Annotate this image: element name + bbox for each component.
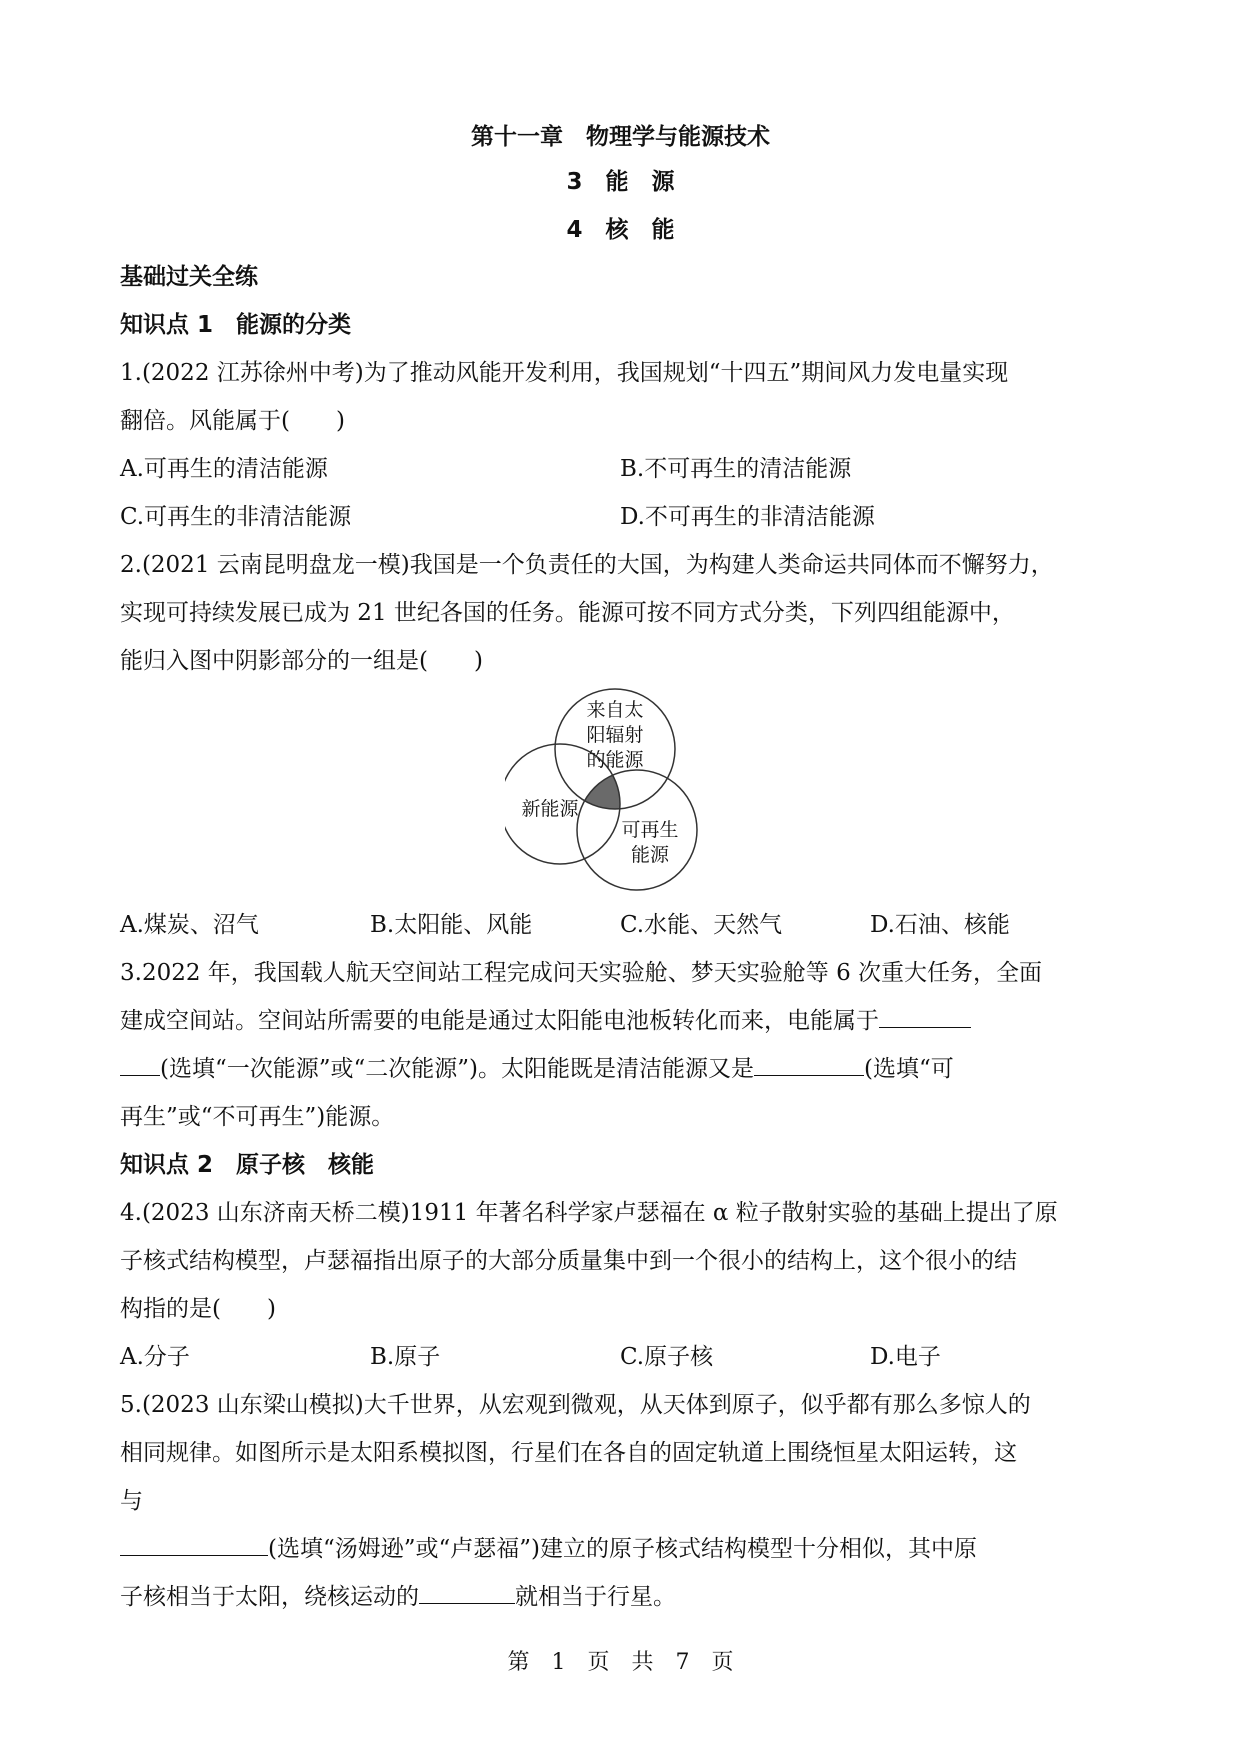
q3-line2: 建成空间站。空间站所需要的电能是通过太阳能电池板转化而来，电能属于 (120, 1008, 879, 1034)
q1-line2: 翻倍。风能属于( ) (120, 408, 345, 434)
q2-line3: 能归入图中阴影部分的一组是( ) (120, 648, 483, 674)
venn-label-top-2: 阳辐射 (586, 724, 644, 746)
q4-line1: 4.(2023 山东济南天桥二模)1911 年著名科学家卢瑟福在 α 粒子散射实验的基础上提出了原 (120, 1200, 1058, 1226)
q5-line4: (选填“汤姆逊”或“卢瑟福”)建立的原子核式结构模型十分相似，其中原 (268, 1536, 977, 1562)
q3-line2-row (120, 1004, 1130, 1038)
q2-option-a: A.煤炭、沼气 (120, 912, 259, 938)
q4-line3: 构指的是( ) (120, 1296, 276, 1322)
venn-label-top-3: 的能源 (586, 749, 644, 771)
q1-option-c: C.可再生的非清洁能源 (120, 504, 352, 530)
q5-line1: 5.(2023 山东梁山模拟)大千世界，从宏观到微观，从天体到原子，似乎都有那么多惊人的 (120, 1392, 1031, 1418)
venn-label-right-2: 能源 (630, 844, 670, 866)
q1-option-b: B.不可再生的清洁能源 (620, 456, 852, 482)
q4-option-a: A.分子 (120, 1344, 190, 1370)
q5-line4-row (120, 1532, 1130, 1566)
knowledge-point-1-heading: 知识点 1 能源的分类 (120, 312, 352, 338)
q5-line5b: 就相当于行星。 (515, 1584, 676, 1610)
section-3-title: 3 能 源 (566, 169, 675, 195)
q3-line3b: (选填“可 (863, 1056, 954, 1082)
q2-line1: 2.(2021 云南昆明盘龙一模)我国是一个负责任的大国，为构建人类命运共同体而不懈努力， (120, 552, 1054, 578)
q4-option-b: B.原子 (370, 1344, 441, 1370)
knowledge-point-2-heading: 知识点 2 原子核 核能 (120, 1152, 375, 1178)
q3-line3a: (选填“一次能源”或“二次能源”)。太阳能既是清洁能源又是 (160, 1056, 754, 1082)
q5-blank-2 (419, 1581, 515, 1604)
chapter-title: 第十一章 物理学与能源技术 (471, 124, 770, 150)
q2-line2: 实现可持续发展已成为 21 世纪各国的任务。能源可按不同方式分类，下列四组能源中， (120, 600, 1015, 626)
q5-blank-1 (120, 1533, 268, 1556)
q3-blank-1-part2 (120, 1053, 160, 1076)
q2-option-c: C.水能、天然气 (620, 912, 783, 938)
q4-option-d: D.电子 (870, 1344, 941, 1370)
q4-line2: 子核式结构模型，卢瑟福指出原子的大部分质量集中到一个很小的结构上，这个很小的结 (120, 1248, 1017, 1274)
q3-line3-row (120, 1052, 1130, 1086)
q5-line3: 与 (120, 1488, 143, 1514)
q1-line1: 1.(2022 江苏徐州中考)为了推动风能开发利用，我国规划“十四五”期间风力发电量实现 (120, 360, 1009, 386)
exercise-heading: 基础过关全练 (120, 264, 258, 290)
page-footer: 第 1 页 共 7 页 (507, 1650, 734, 1675)
q3-line1: 3.2022 年，我国载人航天空间站工程完成问天实验舱、梦天实验舱等 6 次重大任务，全面 (120, 960, 1043, 986)
q1-option-a: A.可再生的清洁能源 (120, 456, 328, 482)
venn-label-top-1: 来自太 (586, 699, 644, 721)
q4-option-c: C.原子核 (620, 1344, 714, 1370)
q2-option-d: D.石油、核能 (870, 912, 1010, 938)
venn-diagram (505, 686, 725, 902)
venn-label-left: 新能源 (521, 798, 579, 820)
venn-label-right-1: 可再生 (621, 819, 679, 841)
q3-line4: 再生”或“不可再生”)能源。 (120, 1104, 395, 1130)
q2-option-b: B.太阳能、风能 (370, 912, 533, 938)
q1-option-d: D.不可再生的非清洁能源 (620, 504, 875, 530)
q5-line2: 相同规律。如图所示是太阳系模拟图，行星们在各自的固定轨道上围绕恒星太阳运转，这 (120, 1440, 1017, 1466)
section-4-title: 4 核 能 (566, 217, 675, 243)
q5-line5-row (120, 1580, 1130, 1614)
q5-line5a: 子核相当于太阳，绕核运动的 (120, 1584, 419, 1610)
q3-blank-2 (754, 1053, 864, 1076)
q3-blank-1-part1 (879, 1005, 971, 1028)
